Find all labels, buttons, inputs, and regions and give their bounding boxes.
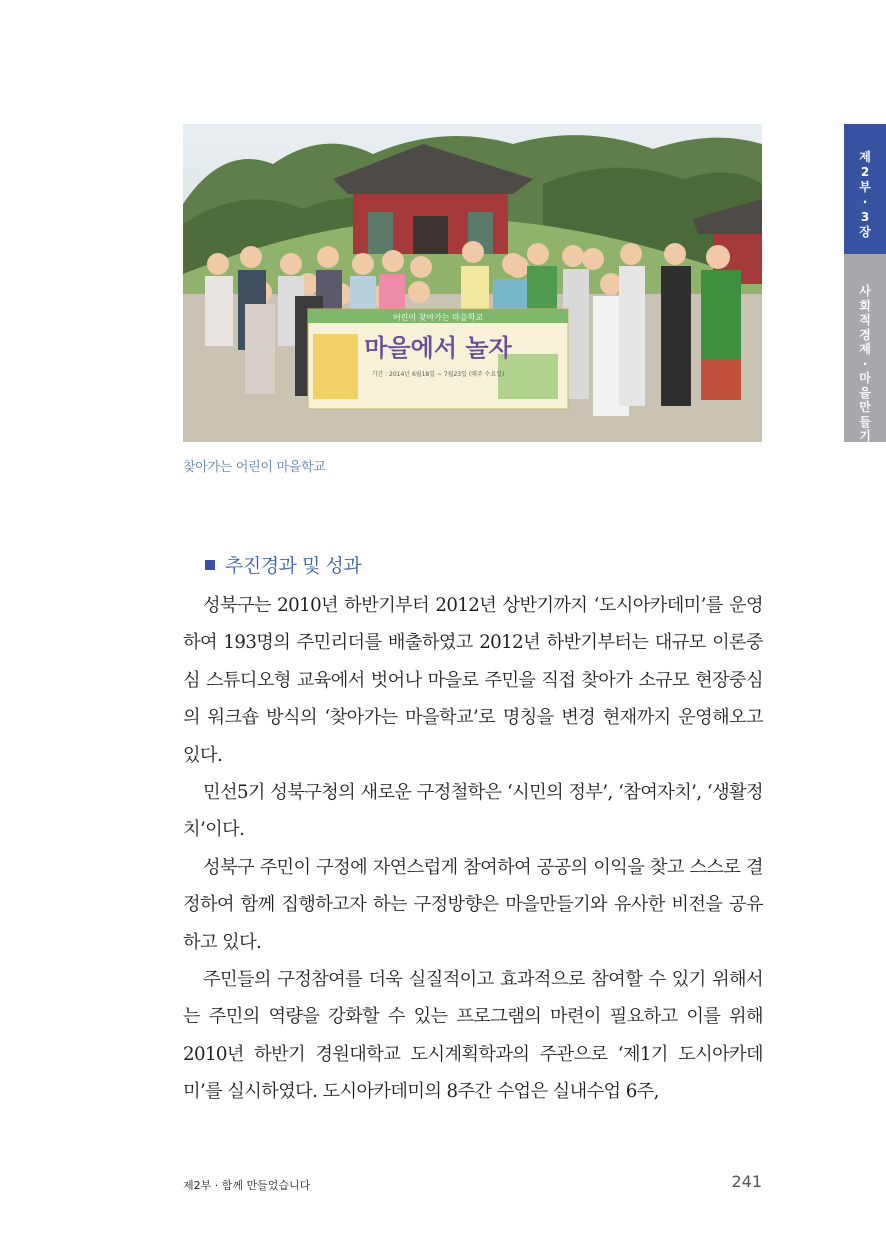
side-tab-char: 적 — [859, 313, 871, 327]
square-bullet-icon — [205, 560, 215, 570]
group-photo — [183, 124, 762, 442]
side-tab-char: 회 — [859, 298, 871, 313]
side-tab-char: 부 — [859, 180, 871, 194]
side-tab-char: · — [862, 195, 868, 209]
side-tab-char: 장 — [859, 225, 871, 239]
section-heading — [205, 551, 361, 578]
side-tab-part — [844, 124, 886, 254]
side-tab-char: 2 — [860, 165, 870, 179]
photo-illustration — [183, 124, 762, 442]
side-tab-char: 3 — [860, 210, 870, 224]
section-heading-text: 추진경과 및 성과 — [225, 555, 362, 577]
banner-title: 마을에서 놀자 — [364, 334, 512, 362]
side-tab-char: 마 — [859, 371, 871, 385]
banner-date: 기간 : 2014년 6월18일 ~ 7월23일 (매주 수요일) — [371, 371, 505, 378]
side-tab-char: · — [862, 356, 868, 371]
side-tab-char: 경 — [859, 327, 871, 342]
banner-subtitle: 어린이 찾아가는 마을학교 — [392, 313, 484, 322]
paragraph: 성북구 주민이 구정에 자연스럽게 참여하여 공공의 이익을 찾고 스스로 결정하여 함께 집행하고자 하는 구정방향은 마을만들기와 유사한 비전을 공유하고 있다. — [183, 856, 763, 953]
side-tab-char: 기 — [859, 429, 871, 443]
side-tab-char: 사 — [859, 284, 871, 298]
paragraph: 주민들의 구정참여를 더욱 실질적이고 효과적으로 참여할 수 있기 위해서는 주민의 역량을 강화할 수 있는 프로그램의 마련이 필요하고 이를 위해 2010년 하반기 경원대학교 도시계획학과의 주관으로 ‘제1기 도시아카데미’를 실시하였다. 도시아카데미의 8주간 수업은 실내수업 6주, — [183, 969, 763, 1103]
side-tab-char: 을 — [859, 385, 871, 400]
side-tab-chapter — [844, 254, 886, 442]
banner — [308, 309, 568, 409]
photo-caption: 찾아가는 어린이 마을학교 — [183, 460, 326, 475]
page-number: 241 — [731, 1172, 762, 1191]
side-tab-char: 제 — [859, 150, 871, 164]
side-tab-char: 제 — [859, 342, 871, 356]
paragraph: 성북구는 2010년 하반기부터 2012년 상반기까지 ‘도시아카데미’를 운영하여 193명의 주민리더를 배출하였고 2012년 하반기부터는 대규모 이론중심 스튜디오형 교육에서 벗어나 마을로 주민을 직접 찾아가 소규모 현장중심의 워크숍 방식의 ‘찾아가는 마을학교’로 명칭을 변경 현재까지 운영해오고 있다. — [183, 595, 763, 766]
body-text — [183, 587, 763, 1111]
side-tab-char: 만 — [859, 400, 871, 414]
paragraph: 민선5기 성북구청의 새로운 구정철학은 ‘시민의 정부’, ‘참여자치’, ‘생활정치’이다. — [183, 782, 763, 841]
side-tab-char: 들 — [859, 414, 871, 429]
running-footer: 제2부 · 함께 만들었습니다 — [183, 1179, 311, 1192]
